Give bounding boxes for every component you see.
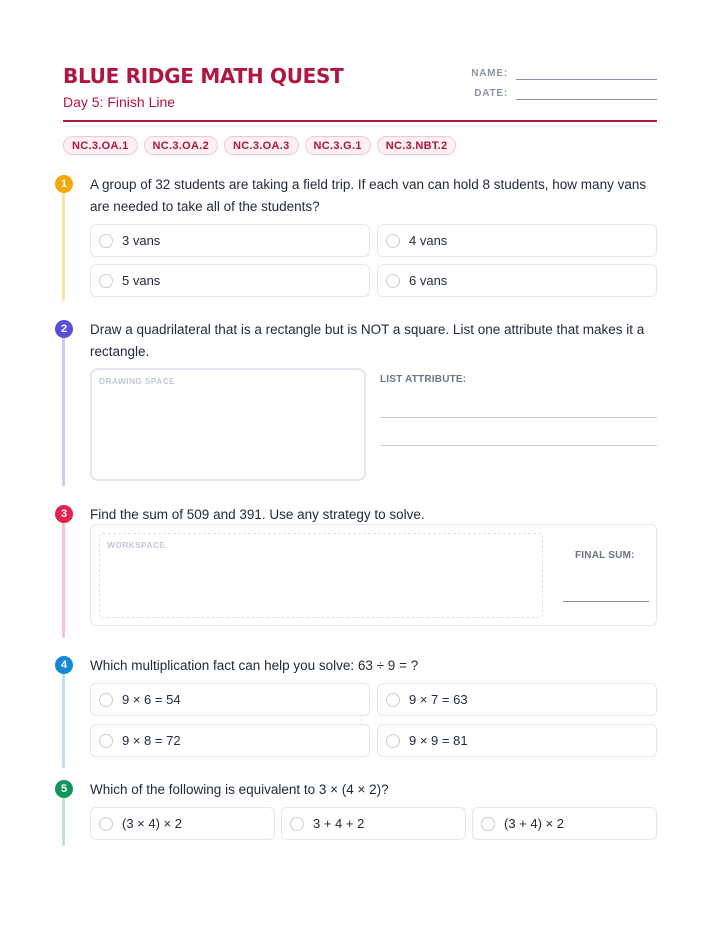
name-label: NAME: (471, 67, 508, 79)
option-label: (3 × 4) × 2 (122, 816, 182, 831)
worksheet-subtitle: Day 5: Finish Line (63, 94, 176, 110)
option-label: 4 vans (409, 233, 448, 248)
question-text: Which of the following is equivalent to 3 × (4 × 2)? (90, 782, 389, 797)
answer-option[interactable] (377, 724, 657, 757)
answer-option[interactable] (377, 224, 657, 257)
radio-icon[interactable] (290, 817, 304, 831)
radio-icon[interactable] (386, 734, 400, 748)
answer-option[interactable] (377, 683, 657, 716)
drawing-space[interactable] (90, 368, 366, 481)
question-rail (62, 521, 65, 638)
option-label: 3 vans (122, 233, 161, 248)
option-label: 5 vans (122, 273, 161, 288)
worksheet-header (63, 62, 657, 122)
name-field[interactable] (516, 66, 657, 80)
radio-icon[interactable] (99, 274, 113, 288)
standard-tag: NC.3.OA.1 (63, 136, 138, 155)
radio-icon[interactable] (481, 817, 495, 831)
date-field[interactable] (516, 86, 657, 100)
option-label: 9 × 8 = 72 (122, 733, 181, 748)
standard-tag: NC.3.NBT.2 (377, 136, 457, 155)
final-sum-line[interactable] (563, 601, 649, 602)
option-label: (3 + 4) × 2 (504, 816, 564, 831)
question-text: A group of 32 students are taking a field trip. If each van can hold 8 students, how many vans are needed to take all of the students? (90, 177, 647, 214)
radio-icon[interactable] (99, 234, 113, 248)
question-text: Find the sum of 509 and 391. Use any strategy to solve. (90, 507, 425, 522)
question-rail (62, 336, 65, 486)
option-label: 9 × 7 = 63 (409, 692, 468, 707)
answer-option[interactable] (90, 807, 275, 840)
question-4 (55, 656, 657, 766)
answer-option[interactable] (281, 807, 466, 840)
radio-icon[interactable] (386, 693, 400, 707)
workspace-area[interactable] (99, 533, 543, 618)
question-number-badge: 4 (55, 656, 73, 674)
attribute-answer-line[interactable] (380, 445, 657, 446)
question-rail (62, 796, 65, 846)
radio-icon[interactable] (99, 693, 113, 707)
question-rail (62, 191, 65, 301)
question-rail (62, 672, 65, 768)
question-number-badge: 5 (55, 780, 73, 798)
list-attribute-label: LIST ATTRIBUTE: (380, 374, 467, 385)
name-row (468, 66, 657, 80)
date-label: DATE: (474, 87, 508, 99)
standard-tag: NC.3.G.1 (305, 136, 371, 155)
question-number-badge: 3 (55, 505, 73, 523)
question-2 (55, 320, 657, 485)
answer-option[interactable] (90, 264, 370, 297)
option-label: 6 vans (409, 273, 448, 288)
answer-option[interactable] (377, 264, 657, 297)
answer-option[interactable] (90, 724, 370, 757)
answer-option[interactable] (472, 807, 657, 840)
standards-tags (63, 136, 456, 155)
radio-icon[interactable] (386, 274, 400, 288)
question-3 (55, 505, 657, 640)
worksheet-title: BLUE RIDGE MATH QUEST (63, 64, 344, 88)
standard-tag: NC.3.OA.2 (144, 136, 219, 155)
answer-option[interactable] (90, 683, 370, 716)
workspace-label: WORKSPACE (107, 540, 166, 550)
option-label: 9 × 9 = 81 (409, 733, 468, 748)
question-text: Draw a quadrilateral that is a rectangle but is NOT a square. List one attribute that makes it a rectangle. (90, 322, 645, 359)
final-sum-label: FINAL SUM: (575, 550, 635, 561)
workspace-card (90, 524, 657, 626)
question-5 (55, 780, 657, 850)
radio-icon[interactable] (99, 734, 113, 748)
attribute-answer-line[interactable] (380, 417, 657, 418)
date-row (468, 86, 657, 100)
question-text: Which multiplication fact can help you solve: 63 ÷ 9 = ? (90, 658, 419, 673)
question-number-badge: 1 (55, 175, 73, 193)
question-number-badge: 2 (55, 320, 73, 338)
question-1 (55, 175, 657, 300)
radio-icon[interactable] (386, 234, 400, 248)
drawing-space-label: DRAWING SPACE (99, 376, 175, 386)
option-label: 9 × 6 = 54 (122, 692, 181, 707)
option-label: 3 + 4 + 2 (313, 816, 365, 831)
standard-tag: NC.3.OA.3 (224, 136, 299, 155)
radio-icon[interactable] (99, 817, 113, 831)
answer-option[interactable] (90, 224, 370, 257)
